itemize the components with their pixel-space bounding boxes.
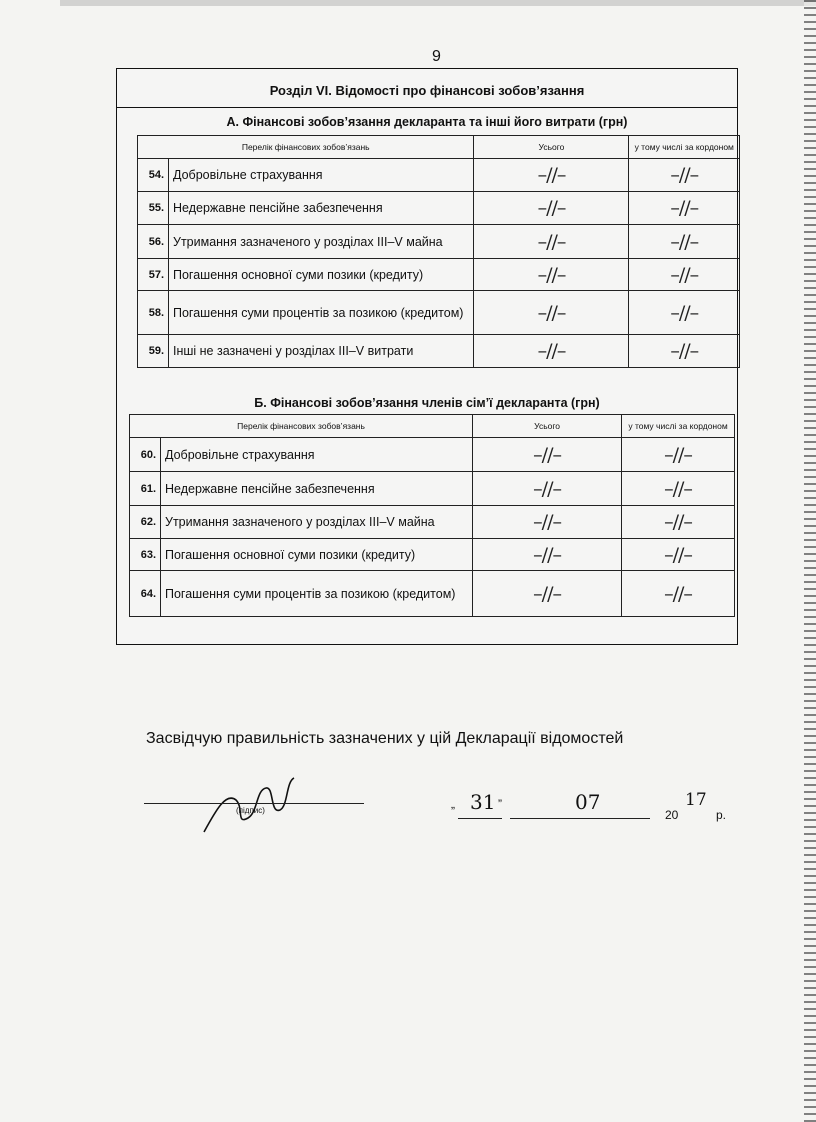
binding-edge	[804, 0, 816, 1122]
row-abroad: –//–	[622, 472, 735, 506]
header-total: Усього	[474, 136, 629, 159]
section-vi-box	[116, 68, 738, 645]
table-row	[138, 192, 740, 225]
part-a-table	[137, 135, 740, 368]
row-total: –//–	[473, 506, 622, 539]
page-top-edge	[60, 0, 816, 6]
date-day-line	[458, 818, 502, 819]
row-label: Утримання зазначеного у розділах III–V майна	[169, 225, 474, 259]
row-number: 63.	[130, 539, 161, 571]
row-number: 54.	[138, 159, 169, 192]
row-total: –//–	[474, 335, 629, 368]
table-row	[138, 291, 740, 335]
row-label: Недержавне пенсійне забезпечення	[161, 472, 473, 506]
row-total: –//–	[473, 539, 622, 571]
row-total: –//–	[473, 472, 622, 506]
date-year-suffix: 17	[685, 790, 707, 810]
row-number: 55.	[138, 192, 169, 225]
row-abroad: –//–	[622, 539, 735, 571]
row-number: 60.	[130, 438, 161, 472]
date-quote-close: ”	[498, 797, 502, 811]
signature-label: (підпис)	[236, 806, 265, 815]
part-a-title: А. Фінансові зобов’язання декларанта та інші його витрати (грн)	[226, 115, 628, 129]
part-b-title: Б. Фінансові зобов’язання членів сім’ї декларанта (грн)	[254, 396, 600, 410]
part-b-table	[129, 414, 735, 617]
header-abroad: у тому числі за кордоном	[629, 136, 740, 159]
row-total: –//–	[474, 192, 629, 225]
page-number: 9	[432, 48, 441, 65]
row-label: Погашення суми процентів за позикою (кредитом)	[161, 571, 473, 617]
row-label: Погашення основної суми позики (кредиту)	[161, 539, 473, 571]
row-abroad: –//–	[629, 291, 740, 335]
row-abroad: –//–	[629, 335, 740, 368]
row-abroad: –//–	[622, 506, 735, 539]
row-number: 59.	[138, 335, 169, 368]
table-row	[130, 472, 735, 506]
header-abroad: у тому числі за кордоном	[622, 415, 735, 438]
row-label: Добровільне страхування	[169, 159, 474, 192]
header-list: Перелік фінансових зобов’язань	[138, 136, 474, 159]
date-year-prefix: 20	[665, 808, 679, 822]
row-number: 57.	[138, 259, 169, 291]
date-year-unit: р.	[716, 808, 727, 822]
row-number: 64.	[130, 571, 161, 617]
row-abroad: –//–	[629, 192, 740, 225]
row-total: –//–	[474, 291, 629, 335]
row-abroad: –//–	[622, 571, 735, 617]
attestation-text: Засвідчую правильність зазначених у цій Декларації відомостей	[146, 730, 624, 747]
table-row	[130, 506, 735, 539]
table-header-row	[130, 415, 735, 438]
row-number: 56.	[138, 225, 169, 259]
table-row	[138, 335, 740, 368]
row-number: 61.	[130, 472, 161, 506]
section-title: Розділ VI. Відомості про фінансові зобов’язання	[269, 83, 585, 98]
table-row	[138, 159, 740, 192]
table-row	[138, 259, 740, 291]
date-month-line	[510, 818, 650, 819]
row-abroad: –//–	[629, 159, 740, 192]
header-total: Усього	[473, 415, 622, 438]
row-label: Погашення суми процентів за позикою (кредитом)	[169, 291, 474, 335]
row-abroad: –//–	[629, 225, 740, 259]
row-label: Утримання зазначеного у розділах III–V майна	[161, 506, 473, 539]
row-label: Недержавне пенсійне забезпечення	[169, 192, 474, 225]
date-month: 07	[575, 790, 601, 814]
row-label: Інші не зазначені у розділах III–V витрати	[169, 335, 474, 368]
date-quote-open: „	[451, 797, 455, 811]
row-abroad: –//–	[622, 438, 735, 472]
signature-scribble	[196, 770, 306, 840]
header-list: Перелік фінансових зобов’язань	[130, 415, 473, 438]
table-row	[130, 571, 735, 617]
table-header-row	[138, 136, 740, 159]
table-row	[130, 438, 735, 472]
signature-line	[144, 803, 364, 804]
row-total: –//–	[473, 438, 622, 472]
row-total: –//–	[474, 225, 629, 259]
row-label: Погашення основної суми позики (кредиту)	[169, 259, 474, 291]
date-day: 31	[470, 790, 496, 814]
row-total: –//–	[474, 159, 629, 192]
table-row	[130, 539, 735, 571]
row-total: –//–	[474, 259, 629, 291]
row-abroad: –//–	[629, 259, 740, 291]
row-total: –//–	[473, 571, 622, 617]
row-label: Добровільне страхування	[161, 438, 473, 472]
row-number: 58.	[138, 291, 169, 335]
table-row	[138, 225, 740, 259]
row-number: 62.	[130, 506, 161, 539]
